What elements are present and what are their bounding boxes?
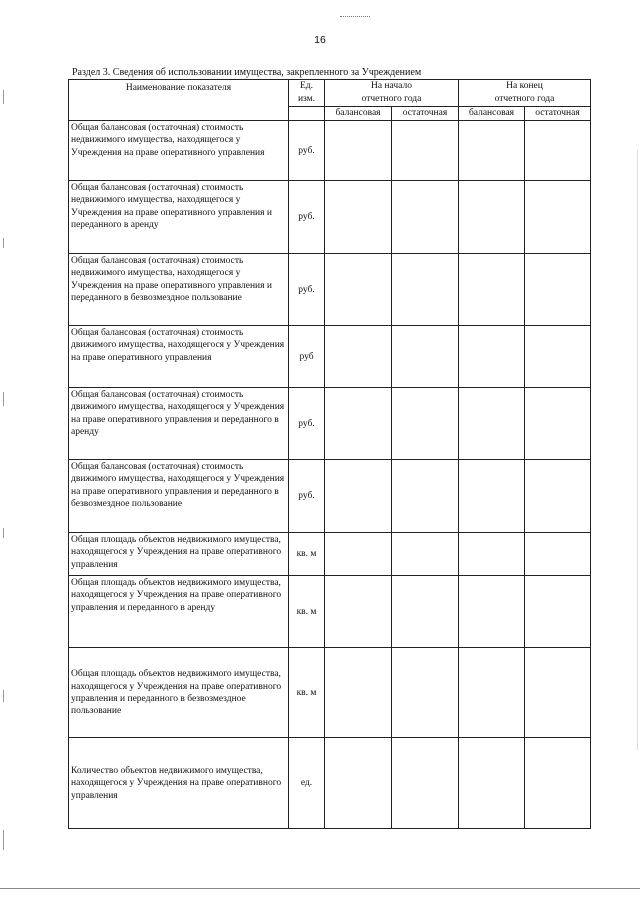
row-name: Общая балансовая (остаточная) стоимость движимого имущества, находящегося у Учреждения на праве оперативного управления и переданного в безвозмездное пользование (69, 460, 289, 533)
scan-mark (3, 528, 4, 538)
cell-start-balance (325, 254, 392, 326)
row-name: Общая площадь объектов недвижимого имущества, находящегося у Учреждения на праве оперативного управления (69, 533, 289, 576)
cell-end-residual (525, 181, 591, 254)
cell-end-residual (525, 738, 591, 829)
table-row (69, 388, 591, 460)
header-unit (289, 80, 325, 107)
cell-start-residual (392, 648, 459, 738)
table-row (69, 121, 591, 181)
row-unit: руб. (289, 460, 325, 533)
row-unit: руб (289, 326, 325, 388)
cell-end-balance (459, 533, 525, 576)
row-name: Общая балансовая (остаточная) стоимость движимого имущества, находящегося у Учреждения на праве оперативного управления и переданного в аренду (69, 388, 289, 460)
header-name-label: Наименование показателя (125, 83, 232, 93)
cell-start-balance (325, 738, 392, 829)
section-title: Раздел 3. Сведения об использовании имущества, закрепленного за Учреждением (72, 67, 422, 78)
cell-start-balance (325, 181, 392, 254)
row-unit: руб. (289, 388, 325, 460)
subheader-start-balance: балансовая (325, 107, 392, 121)
row-unit: ед. (289, 738, 325, 829)
row-name: Количество объектов недвижимого имущества, находящегося у Учреждения на праве оперативного управления (69, 738, 289, 829)
row-name: Общая площадь объектов недвижимого имущества, находящегося у Учреждения на праве оперативного управления и переданного в безвозмездное пользование (69, 648, 289, 738)
cell-end-residual (525, 121, 591, 181)
page-number: 16 (314, 34, 326, 46)
cell-end-balance (459, 648, 525, 738)
cell-start-residual (392, 460, 459, 533)
scan-mark (3, 392, 4, 406)
subheader-end-residual: остаточная (525, 107, 591, 121)
scan-mark (3, 90, 4, 104)
cell-start-residual (392, 181, 459, 254)
scan-edge-marks (3, 0, 5, 905)
cell-start-residual (392, 533, 459, 576)
cell-start-balance (325, 576, 392, 648)
table-row (69, 648, 591, 738)
row-name: Общая балансовая (остаточная) стоимость недвижимого имущества, находящегося у Учреждения на праве оперативного управления и переданного в безвозмездное пользование (69, 254, 289, 326)
cell-start-residual (392, 254, 459, 326)
cell-start-residual (392, 121, 459, 181)
table-row (69, 326, 591, 388)
header-name (69, 80, 289, 121)
cell-start-balance (325, 326, 392, 388)
cell-end-residual (525, 648, 591, 738)
cell-start-balance (325, 388, 392, 460)
cell-start-residual (392, 326, 459, 388)
header-period-start (325, 80, 459, 107)
cell-end-balance (459, 388, 525, 460)
top-mark (340, 16, 370, 17)
cell-end-residual (525, 576, 591, 648)
cell-end-balance (459, 326, 525, 388)
property-usage-table (68, 79, 591, 829)
row-unit: кв. м (289, 648, 325, 738)
row-name: Общая балансовая (остаточная) стоимость недвижимого имущества, находящегося у Учреждения на праве оперативного управления и переданного в аренду (69, 181, 289, 254)
cell-start-balance (325, 648, 392, 738)
cell-end-balance (459, 181, 525, 254)
cell-end-balance (459, 460, 525, 533)
scan-mark (3, 238, 4, 248)
cell-end-balance (459, 121, 525, 181)
scan-mark (3, 690, 4, 702)
header-period-end (459, 80, 591, 107)
cell-end-residual (525, 460, 591, 533)
cell-end-balance (459, 576, 525, 648)
subheader-unit-empty (289, 107, 325, 121)
cell-start-balance (325, 533, 392, 576)
header-row (69, 80, 591, 107)
table-row (69, 254, 591, 326)
table-row (69, 576, 591, 648)
header-unit-line2: изм. (297, 94, 316, 104)
scan-edge-right (637, 150, 638, 750)
table-row (69, 738, 591, 829)
cell-start-residual (392, 388, 459, 460)
table-row (69, 181, 591, 254)
subheader-start-residual: остаточная (392, 107, 459, 121)
row-unit: кв. м (289, 576, 325, 648)
scan-mark (3, 830, 4, 850)
row-unit: руб. (289, 254, 325, 326)
header-end-line1: На конец (506, 81, 543, 91)
cell-end-residual (525, 533, 591, 576)
row-name: Общая балансовая (остаточная) стоимость недвижимого имущества, находящегося у Учреждения на праве оперативного управления (69, 121, 289, 181)
cell-start-balance (325, 460, 392, 533)
cell-end-balance (459, 254, 525, 326)
header-end-line2: отчетного года (494, 94, 555, 104)
cell-start-residual (392, 738, 459, 829)
table-row (69, 533, 591, 576)
header-start-line1: На начало (371, 81, 412, 91)
scan-bottom-edge (0, 888, 640, 889)
header-start-line2: отчетного года (361, 94, 422, 104)
row-unit: кв. м (289, 533, 325, 576)
cell-end-balance (459, 738, 525, 829)
subheader-end-balance: балансовая (459, 107, 525, 121)
header-unit-line1: Ед. (299, 81, 313, 91)
cell-end-residual (525, 326, 591, 388)
cell-start-residual (392, 576, 459, 648)
row-name: Общая площадь объектов недвижимого имущества, находящегося у Учреждения на праве оперативного управления и переданного в аренду (69, 576, 289, 648)
cell-end-residual (525, 388, 591, 460)
cell-start-balance (325, 121, 392, 181)
cell-end-residual (525, 254, 591, 326)
table-row (69, 460, 591, 533)
row-unit: руб. (289, 181, 325, 254)
row-unit: руб. (289, 121, 325, 181)
row-name: Общая балансовая (остаточная) стоимость движимого имущества, находящегося у Учреждения на праве оперативного управления (69, 326, 289, 388)
